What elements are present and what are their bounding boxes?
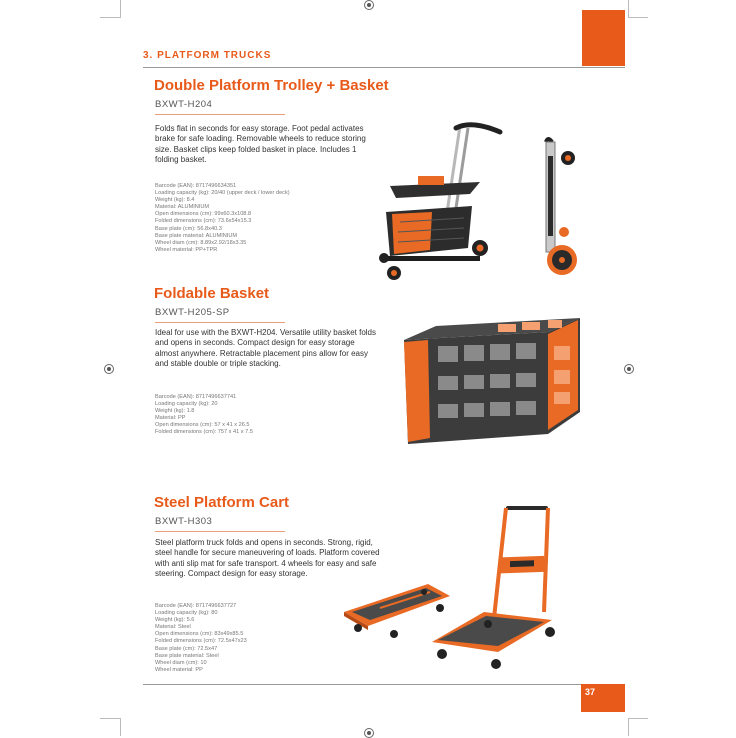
trim-tick	[628, 17, 648, 18]
spec-line: Open dimensions (cm): 99x60.3x108.8	[155, 211, 252, 218]
product-underline	[155, 531, 285, 532]
spec-line: Weight (kg): 5.6	[155, 617, 195, 624]
spec-line: Barcode (EAN): 8717496637727	[155, 603, 237, 609]
product-description: Ideal for use with the BXWT-H204. Versatile utility basket folds and opens in seconds. Compact design for easy storage almost anywhere. Retractable placement pins allow for easy and stable double or triple stacking.	[155, 328, 376, 369]
product-underline	[155, 114, 285, 115]
spec-line: Open dimensions (cm): 83x49x85.5	[155, 631, 244, 638]
spec-line: Folded dimensions (cm): 757 x 41 x 7.5	[155, 429, 253, 436]
product-title: Steel Platform Cart	[154, 494, 290, 511]
trim-tick	[100, 17, 120, 18]
page-number: 37	[585, 687, 596, 697]
product-underline	[155, 322, 285, 323]
spec-line: Base plate material: Steel	[155, 652, 219, 659]
product-code: BXWT-H303	[155, 516, 213, 527]
folded-trolley-image	[538, 136, 584, 280]
spec-line: Wheel diam (cm): 8.89x2.92/18x3.35	[155, 239, 247, 246]
page-number-tab	[581, 684, 625, 712]
spec-line: Folded dimensions (cm): 73.6x54x15.3	[155, 218, 252, 225]
trim-tick	[120, 0, 121, 18]
trim-tick	[628, 718, 629, 736]
product-description: Folds flat in seconds for easy storage. Foot pedal activates brake for safe loading. Removable wheels to reduce storing size. Basket clips keep folded basket in place. Includes 1 folding basket.	[155, 124, 366, 165]
corner-tab	[582, 10, 625, 66]
spec-line: Wheel material: PP	[155, 666, 203, 673]
spec-line: Barcode (EAN): 8717496634351	[155, 183, 237, 189]
trim-tick	[628, 718, 648, 719]
trim-tick	[100, 718, 120, 719]
spec-line: Open dimensions (cm): 57 x 41 x 26.5	[155, 422, 250, 429]
registration-mark-top	[364, 0, 374, 10]
spec-line: Barcode (EAN): 8717496637741	[155, 394, 237, 400]
spec-line: Wheel diam (cm): 10	[155, 659, 207, 666]
trolley-image	[372, 118, 512, 283]
product-description: Steel platform truck folds and opens in seconds. Strong, rigid, steel handle for secure maneuvering of loads. Platform covered with anti slip mat for safe transport. 4 wheels for easy and safe steering. Compact design for easy storage.	[155, 538, 380, 579]
spec-line: Weight (kg): 8.4	[155, 197, 195, 204]
basket-image	[398, 312, 584, 448]
spec-line: Base plate (cm): 56.8x40.3	[155, 225, 222, 232]
spec-line: Base plate (cm): 72.5x47	[155, 645, 218, 652]
product-specs	[155, 603, 247, 674]
spec-line: Loading capacity (kg): 20/40 (upper deck / lower deck)	[155, 190, 290, 197]
footer-rule	[143, 684, 581, 685]
trim-tick	[628, 0, 629, 18]
product-title: Foldable Basket	[154, 285, 270, 302]
spec-line: Base plate material: ALUMINIUM	[155, 232, 238, 239]
spec-line: Wheel material: PP+TPR	[155, 246, 218, 253]
spec-line: Weight (kg): 1.8	[155, 408, 195, 415]
spec-line: Loading capacity (kg): 80	[155, 610, 218, 617]
trim-tick	[120, 718, 121, 736]
product-title: Double Platform Trolley + Basket	[154, 77, 389, 94]
product-specs	[155, 183, 290, 254]
registration-mark-bottom	[364, 728, 374, 738]
spec-line: Material: ALUMINIUM	[155, 204, 210, 211]
spec-line: Folded dimensions (cm): 72.5x47x23	[155, 638, 247, 645]
product-code: BXWT-H204	[155, 99, 213, 110]
product-specs	[155, 394, 253, 437]
section-label: 3. PLATFORM TRUCKS	[143, 50, 272, 61]
cart-image	[426, 500, 562, 672]
spec-line: Loading capacity (kg): 20	[155, 401, 218, 408]
spec-line: Material: PP	[155, 415, 186, 422]
registration-mark-left	[104, 364, 114, 374]
spec-line: Material: Steel	[155, 624, 191, 631]
registration-mark-right	[624, 364, 634, 374]
product-code: BXWT-H205-SP	[155, 307, 230, 318]
header-rule	[143, 67, 625, 68]
